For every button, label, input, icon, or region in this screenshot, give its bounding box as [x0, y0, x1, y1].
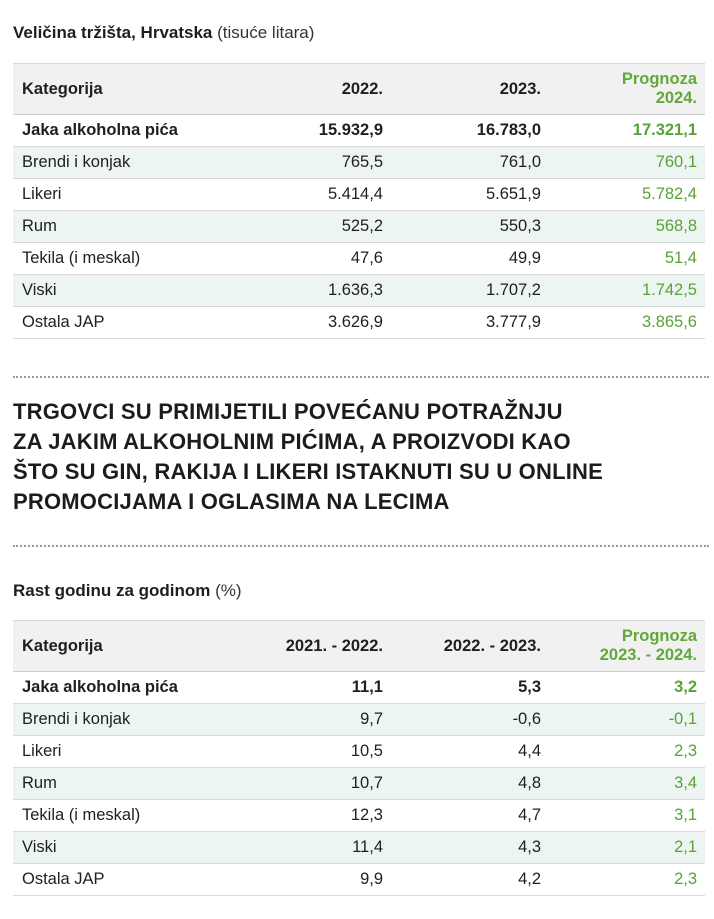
market-size-title-text: Veličina tržišta, Hrvatska	[13, 23, 213, 42]
header-2023: 2023.	[391, 64, 549, 115]
market-size-title	[13, 23, 314, 43]
cell-category: Tekila (i meskal)	[13, 243, 233, 275]
yoy-growth-unit: (%)	[215, 581, 242, 600]
header-forecast-period: 2023. - 2024.	[599, 646, 697, 664]
cell-value: 3.626,9	[233, 307, 391, 339]
header-forecast-label: Prognoza	[621, 627, 697, 645]
yoy-growth-table	[13, 620, 705, 896]
header-category: Kategorija	[13, 621, 233, 672]
cell-value: 4,3	[391, 832, 549, 864]
cell-forecast: 2,3	[549, 736, 705, 768]
market-size-table	[13, 63, 705, 339]
table-row	[13, 800, 705, 832]
cell-category: Tekila (i meskal)	[13, 800, 233, 832]
table-row	[13, 211, 705, 243]
cell-forecast: 51,4	[549, 243, 705, 275]
header-forecast-label: Prognoza	[621, 70, 697, 88]
cell-value: 525,2	[233, 211, 391, 243]
cell-value: 10,7	[233, 768, 391, 800]
table-row	[13, 672, 705, 704]
cell-value: 11,4	[233, 832, 391, 864]
header-2022: 2022.	[233, 64, 391, 115]
table-row	[13, 768, 705, 800]
market-size-unit: (tisuće litara)	[217, 23, 315, 42]
cell-category: Brendi i konjak	[13, 704, 233, 736]
cell-value: 1.636,3	[233, 275, 391, 307]
cell-value: 10,5	[233, 736, 391, 768]
cell-value: 4,4	[391, 736, 549, 768]
cell-category: Viski	[13, 832, 233, 864]
table-row	[13, 115, 705, 147]
cell-value: 4,8	[391, 768, 549, 800]
cell-forecast: 3,2	[549, 672, 705, 704]
cell-value: 3.777,9	[391, 307, 549, 339]
cell-value: 550,3	[391, 211, 549, 243]
dotted-divider-bottom	[13, 545, 709, 547]
cell-value: 761,0	[391, 147, 549, 179]
cell-value: 47,6	[233, 243, 391, 275]
cell-forecast: -0,1	[549, 704, 705, 736]
cell-forecast: 3,4	[549, 768, 705, 800]
header-category: Kategorija	[13, 64, 233, 115]
table-row	[13, 275, 705, 307]
cell-value: 5,3	[391, 672, 549, 704]
header-forecast	[549, 621, 705, 672]
cell-forecast: 3.865,6	[549, 307, 705, 339]
table-row	[13, 179, 705, 211]
cell-value: 12,3	[233, 800, 391, 832]
header-forecast	[549, 64, 705, 115]
cell-category: Ostala JAP	[13, 864, 233, 896]
cell-category: Ostala JAP	[13, 307, 233, 339]
yoy-growth-title	[13, 581, 242, 601]
header-forecast-year: 2024.	[655, 89, 697, 107]
cell-category: Brendi i konjak	[13, 147, 233, 179]
yoy-growth-title-text: Rast godinu za godinom	[13, 581, 211, 600]
cell-category: Likeri	[13, 179, 233, 211]
table-row	[13, 307, 705, 339]
cell-value: 765,5	[233, 147, 391, 179]
cell-forecast: 2,3	[549, 864, 705, 896]
cell-value: 9,9	[233, 864, 391, 896]
table-row	[13, 736, 705, 768]
cell-forecast: 568,8	[549, 211, 705, 243]
cell-value: 4,7	[391, 800, 549, 832]
cell-value: 11,1	[233, 672, 391, 704]
table-header-row	[13, 64, 705, 115]
cell-category: Rum	[13, 768, 233, 800]
cell-value: 49,9	[391, 243, 549, 275]
cell-value: 4,2	[391, 864, 549, 896]
cell-value: 5.414,4	[233, 179, 391, 211]
table-row	[13, 243, 705, 275]
cell-value: 1.707,2	[391, 275, 549, 307]
table-header-row	[13, 621, 705, 672]
cell-category: Jaka alkoholna pića	[13, 115, 233, 147]
dotted-divider-top	[13, 376, 709, 378]
table-row	[13, 832, 705, 864]
table-row	[13, 704, 705, 736]
cell-category: Rum	[13, 211, 233, 243]
cell-forecast: 760,1	[549, 147, 705, 179]
cell-forecast: 17.321,1	[549, 115, 705, 147]
cell-category: Jaka alkoholna pića	[13, 672, 233, 704]
cell-category: Likeri	[13, 736, 233, 768]
cell-forecast: 3,1	[549, 800, 705, 832]
cell-category: Viski	[13, 275, 233, 307]
header-2021-2022: 2021. - 2022.	[233, 621, 391, 672]
cell-value: 16.783,0	[391, 115, 549, 147]
table-row	[13, 147, 705, 179]
headline-quote: TRGOVCI SU PRIMIJETILI POVEĆANU POTRAŽNJU ZA JAKIM ALKOHOLNIM PIĆIMA, A PROIZVODI KAO ŠTO SU GIN, RAKIJA I LIKERI ISTAKNUTI SU U ONLINE PROMOCIJAMA I OGLASIMA NA LECIMA	[13, 399, 603, 514]
cell-value: 5.651,9	[391, 179, 549, 211]
cell-value: 9,7	[233, 704, 391, 736]
header-2022-2023: 2022. - 2023.	[391, 621, 549, 672]
cell-forecast: 1.742,5	[549, 275, 705, 307]
cell-value: -0,6	[391, 704, 549, 736]
table-row	[13, 864, 705, 896]
cell-forecast: 5.782,4	[549, 179, 705, 211]
cell-value: 15.932,9	[233, 115, 391, 147]
cell-forecast: 2,1	[549, 832, 705, 864]
